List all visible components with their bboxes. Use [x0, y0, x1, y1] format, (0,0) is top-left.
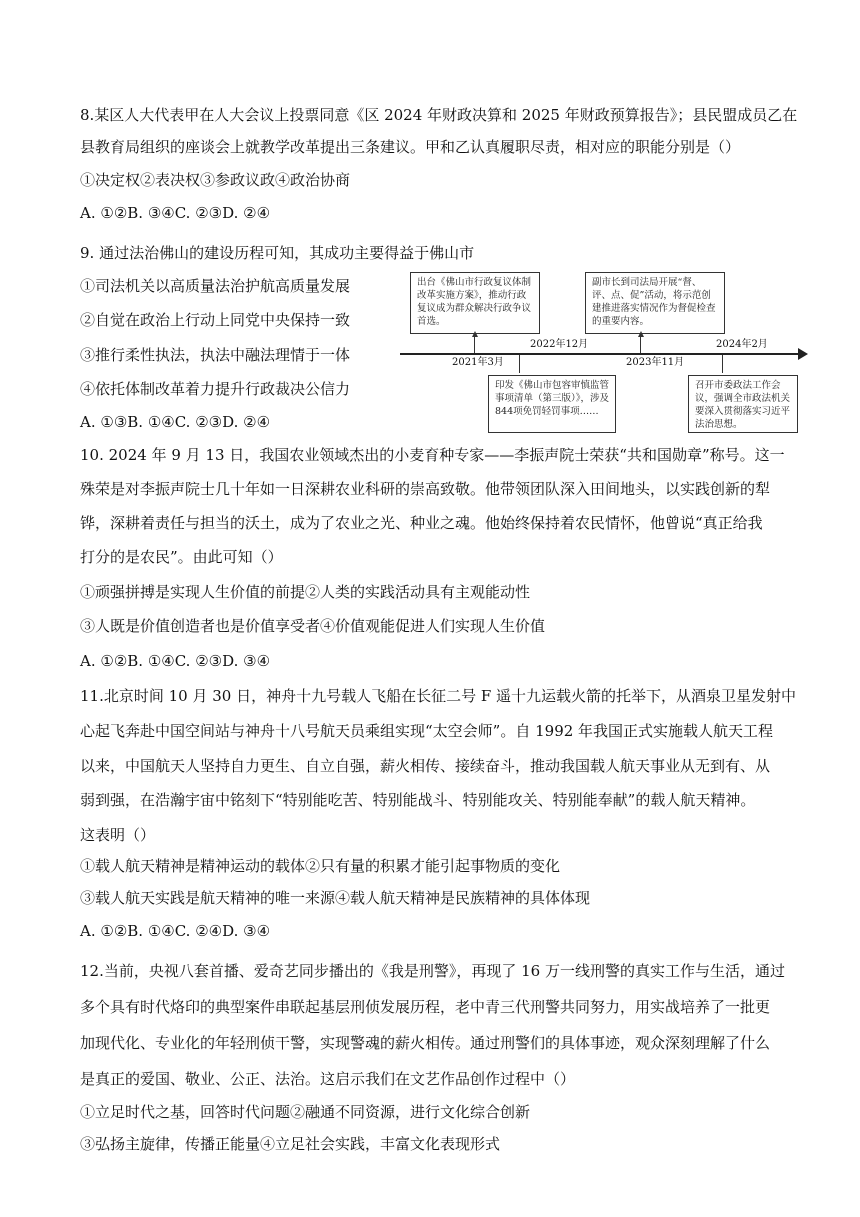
timeline-event-box-2021: 出台《佛山市行政复议体制改革实施方案》，推动行政复议成为群众解决行政争议首选。	[410, 272, 540, 334]
q11-options-row1: ①载人航天精神是精神运动的载体②只有量的积累才能引起事物质的变化	[80, 857, 561, 875]
timeline-date-2022-12: 2022年12月	[530, 339, 589, 350]
q11-stem-line5: 这表明（）	[80, 826, 156, 844]
timeline-stem-2024	[722, 355, 723, 373]
timeline-axis	[400, 353, 800, 355]
timeline-stem-2022	[519, 355, 520, 373]
q10-stem-line2: 殊荣是对李振声院士几十年如一日深耕农业科研的崇高致敬。他带领团队深入田间地头，以实践创新的犁	[80, 480, 771, 498]
timeline-arrowhead-2023	[638, 331, 644, 337]
q11-stem-line2: 心起飞奔赴中国空间站与神舟十八号航天员乘组实现“太空会师”。自 1992 年我国正式实施载人航天工程	[80, 722, 774, 740]
timeline-event-box-2022: 印发《佛山市包容审慎监管事项清单（第三版）》，涉及844项免罚轻罚事项……	[488, 375, 616, 433]
q11-options-row2: ③载人航天实践是航天精神的唯一来源④载人航天精神是民族精神的具体体现	[80, 889, 591, 907]
q9-option-1: ①司法机关以高质量法治护航高质量发展	[80, 277, 351, 295]
q8-options: ①决定权②表决权③参政议政④政治协商	[80, 171, 351, 189]
q12-stem-line3: 加现代化、专业化的年轻刑侦干警，实现警魂的薪火相传。通过刑警们的具体事迹，观众深刻理解了什么	[80, 1034, 771, 1052]
timeline-event-box-2024: 召开市委政法工作会议，强调全市政法机关要深入贯彻落实习近平法治思想。	[688, 375, 798, 433]
q8-choices: A. ①②B. ③④C. ②③D. ②④	[80, 204, 271, 222]
q9-stem: 9. 通过法治佛山的建设历程可知，其成功主要得益于佛山市	[80, 244, 475, 262]
timeline-arrowhead-2021	[472, 331, 478, 337]
q11-choices: A. ①②B. ①④C. ②④D. ③④	[80, 922, 271, 940]
timeline-axis-arrowhead	[798, 348, 808, 360]
q9-option-4: ④依托体制改革着力提升行政裁决公信力	[80, 380, 351, 398]
timeline-event-box-2023: 副市长到司法局开展“督、评、点、促”活动，将示范创建推进落实情况作为督促检查的重要内容。	[585, 272, 725, 334]
q10-stem-line4: 打分的是农民”。由此可知（）	[80, 548, 283, 566]
q10-stem-line1: 10. 2024 年 9 月 13 日，我国农业领域杰出的小麦育种专家——李振声院士荣获“共和国勋章”称号。这一	[80, 446, 785, 464]
timeline-date-2024-02: 2024年2月	[716, 339, 768, 350]
q12-stem-line4: 是真正的爱国、敬业、公正、法治。这启示我们在文艺作品创作过程中（）	[80, 1070, 576, 1088]
q11-stem-line4: 弱到强，在浩瀚宇宙中铭刻下“特别能吃苦、特别能战斗、特别能攻关、特别能奉献”的载人航天精神。	[80, 791, 756, 809]
q11-stem-line1: 11.北京时间 10 月 30 日，神舟十九号载人飞船在长征二号 F 遥十九运载火箭的托举下，从酒泉卫星发射中	[80, 687, 797, 705]
q12-options-row2: ③弘扬主旋律，传播正能量④立足社会实践，丰富文化表现形式	[80, 1135, 501, 1153]
timeline-date-2021-03: 2021年3月	[452, 357, 504, 368]
q9-option-2: ②自觉在政治上行动上同党中央保持一致	[80, 311, 351, 329]
q12-stem-line1: 12.当前，央视八套首播、爱奇艺同步播出的《我是刑警》，再现了 16 万一线刑警的真实工作与生活，通过	[80, 962, 785, 980]
q12-options-row1: ①立足时代之基，回答时代问题②融通不同资源，进行文化综合创新	[80, 1103, 531, 1121]
q12-stem-line2: 多个具有时代烙印的典型案件串联起基层刑侦发展历程，老中青三代刑警共同努力，用实战培养了一批更	[80, 998, 771, 1016]
q9-option-3: ③推行柔性执法，执法中融法理情于一体	[80, 346, 351, 364]
q8-stem-line1: 8.某区人大代表甲在人大会议上投票同意《区 2024 年财政决算和 2025 年财政预算报告》；县民盟成员乙在	[80, 106, 798, 124]
q8-stem-line2: 县教育局组织的座谈会上就教学改革提出三条建议。甲和乙认真履职尽责，相对应的职能分别是（）	[80, 138, 741, 156]
q10-options-row1: ①顽强拼搏是实现人生价值的前提②人类的实践活动具有主观能动性	[80, 583, 531, 601]
q10-stem-line3: 铧，深耕着责任与担当的沃土，成为了农业之光、种业之魂。他始终保持着农民情怀，他曾说“真正给我	[80, 514, 763, 532]
foshan-rule-of-law-timeline	[398, 268, 810, 430]
q10-choices: A. ①②B. ①④C. ②③D. ③④	[80, 652, 271, 670]
q11-stem-line3: 以来，中国航天人坚持自力更生、自立自强，薪火相传、接续奋斗，推动我国载人航天事业从无到有、从	[80, 757, 771, 775]
q10-options-row2: ③人既是价值创造者也是价值享受者④价值观能促进人们实现人生价值	[80, 617, 546, 635]
timeline-date-2023-11: 2023年11月	[626, 357, 685, 368]
q9-choices: A. ①③B. ①④C. ②③D. ②④	[80, 413, 271, 431]
